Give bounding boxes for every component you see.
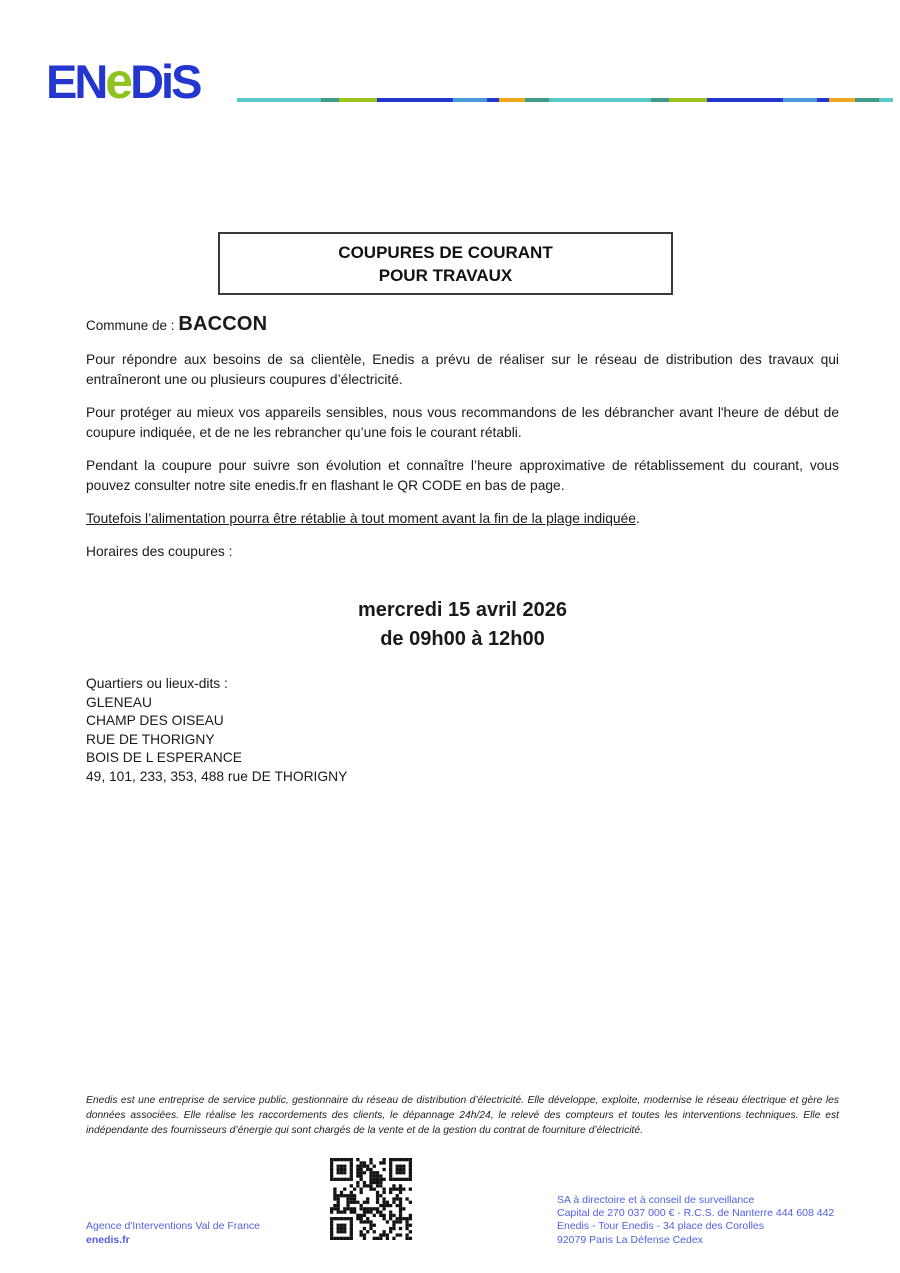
quartiers-list bbox=[86, 675, 839, 786]
underlined-sentence: Toutefois l’alimentation pourra être rétablie à tout moment avant la fin de la plage indiquée bbox=[86, 511, 636, 526]
paragraph-qrcode-info: Pendant la coupure pour suivre son évolution et connaître l’heure approximative de rétablissement du courant, vous pouvez consulter notre site enedis.fr en flashant le QR CODE en bas de page. bbox=[86, 458, 839, 493]
company-legal-block bbox=[557, 1194, 834, 1247]
decorative-multicolor-line bbox=[237, 98, 893, 102]
quartiers-label: Quartiers ou lieux-dits : bbox=[86, 676, 228, 691]
enedis-logo bbox=[46, 53, 200, 109]
company-legal-line: 92079 Paris La Défense Cedex bbox=[557, 1233, 703, 1246]
logo-text-en: EN bbox=[46, 55, 106, 108]
paragraph-intro: Pour répondre aux besoins de sa clientèle, Enedis a prévu de réaliser sur le réseau de distribution des travaux qui entraîneront une ou plusieurs coupures d’électricité. bbox=[86, 352, 839, 387]
quartier-item: GLENEAU bbox=[86, 694, 152, 710]
schedule-label: Horaires des coupures : bbox=[86, 544, 233, 559]
logo-text-dis: DiS bbox=[130, 55, 200, 108]
body-content bbox=[86, 313, 839, 786]
agency-name: Agence d'Interventions Val de France bbox=[86, 1220, 260, 1232]
notice-restore-anytime bbox=[86, 509, 839, 529]
quartier-item: 49, 101, 233, 353, 488 rue DE THORIGNY bbox=[86, 768, 348, 784]
quartier-item: CHAMP DES OISEAU bbox=[86, 713, 224, 728]
sentence-period: . bbox=[635, 511, 640, 526]
qr-code bbox=[330, 1158, 412, 1240]
agency-block bbox=[86, 1219, 260, 1247]
company-legal-line: Enedis - Tour Enedis - 34 place des Corolles bbox=[557, 1220, 765, 1233]
quartier-item: RUE DE THORIGNY bbox=[86, 731, 215, 747]
commune-line bbox=[86, 313, 839, 336]
company-legal-line: Capital de 270 037 000 € - R.C.S. de Nanterre 444 608 442 bbox=[557, 1207, 835, 1220]
title-line-1: COUPURES DE COURANT bbox=[338, 243, 553, 262]
title-box bbox=[218, 232, 673, 295]
agency-website: enedis.fr bbox=[86, 1234, 130, 1246]
quartier-item: BOIS DE L ESPERANCE bbox=[86, 750, 242, 765]
outage-schedule bbox=[86, 596, 839, 654]
company-description: Enedis est une entreprise de service public, gestionnaire du réseau de distribution d’électricité. Elle développe, exploite, modernise le réseau électrique et gère les données associées. Elle réalise les raccordements des clients, le dépannage 24h/24, le relevé des compteurs et toutes les interventions techniques. Elle est indépendante des fournisseurs d’énergie qui sont chargés de la vente et de la gestion du contrat de fourniture d’électricité. bbox=[86, 1095, 839, 1136]
commune-name: BACCON bbox=[178, 313, 268, 335]
logo-text-e: e bbox=[105, 53, 131, 109]
title-line-2: POUR TRAVAUX bbox=[378, 266, 513, 285]
paragraph-advice: Pour protéger au mieux vos appareils sensibles, nous vous recommandons de les débrancher avant l'heure de début de coupure indiquée, et de ne les rebrancher qu’une fois le courant rétabli. bbox=[86, 405, 839, 440]
company-legal-line: SA à directoire et à conseil de surveillance bbox=[557, 1194, 755, 1206]
commune-label: Commune de : bbox=[86, 318, 175, 333]
outage-time: de 09h00 à 12h00 bbox=[380, 628, 545, 650]
outage-date: mercredi 15 avril 2026 bbox=[357, 599, 568, 621]
